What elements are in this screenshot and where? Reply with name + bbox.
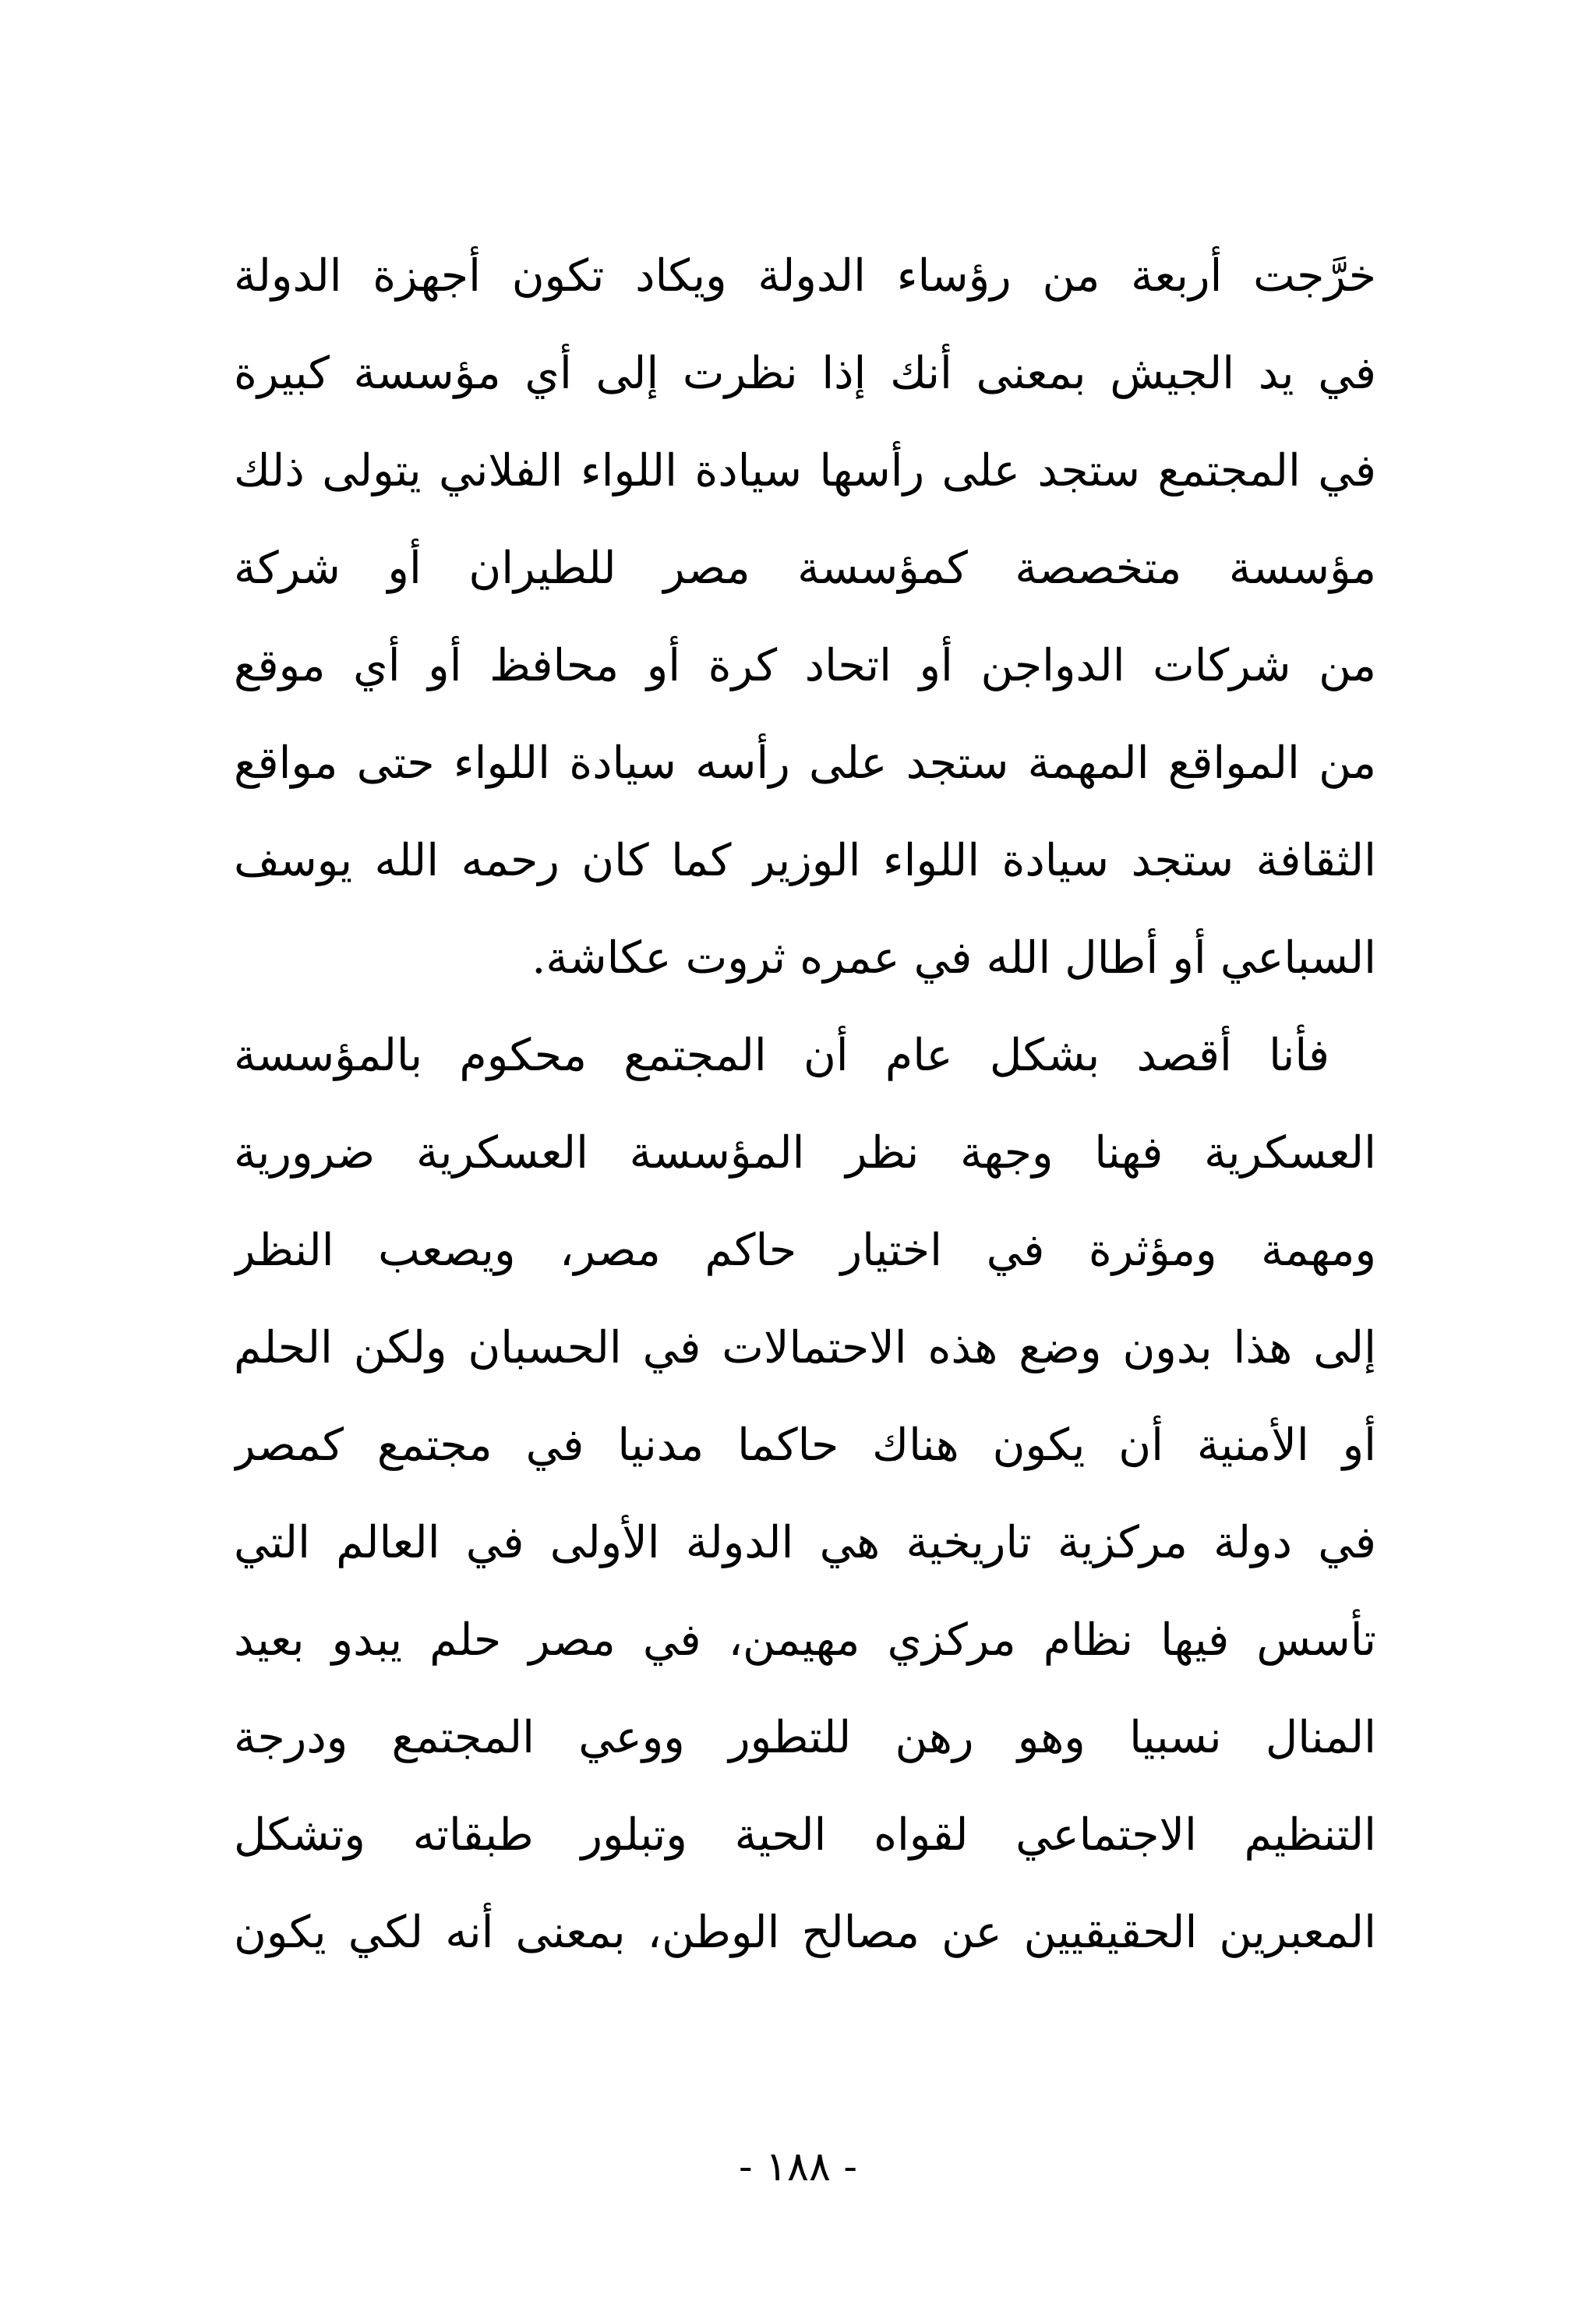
text-line: العسكرية فهنا وجهة نظر المؤسسة العسكرية ضرورية bbox=[234, 1127, 1376, 1179]
text-line: فأنا أقصد بشكل عام أن المجتمع محكوم بالمؤسسة bbox=[234, 1030, 1329, 1081]
text-line: من شركات الدواجن أو اتحاد كرة أو محافظ أو أي موقع bbox=[234, 640, 1376, 691]
text-line: أو الأمنية أن يكون هناك حاكما مدنيا في مجتمع كمصر bbox=[234, 1419, 1376, 1471]
text-line: مؤسسة متخصصة كمؤسسة مصر للطيران أو شركة bbox=[234, 543, 1376, 594]
text-line: ومهمة ومؤثرة في اختيار حاكم مصر، ويصعب النظر bbox=[234, 1225, 1376, 1276]
body-text bbox=[234, 228, 1376, 1982]
text-line: المنال نسبيا وهو رهن للتطور ووعي المجتمع ودرجة bbox=[234, 1712, 1376, 1763]
paragraph-1 bbox=[234, 228, 1376, 1007]
text-line: التنظيم الاجتماعي لقواه الحية وتبلور طبقاته وتشكل bbox=[234, 1809, 1376, 1861]
text-line: من المواقع المهمة ستجد على رأسه سيادة اللواء حتى مواقع bbox=[234, 737, 1376, 789]
text-line: إلى هذا بدون وضع هذه الاحتمالات في الحسبان ولكن الحلم bbox=[234, 1322, 1376, 1373]
text-line: المعبرين الحقيقيين عن مصالح الوطن، بمعنى أنه لكي يكون bbox=[234, 1907, 1376, 1958]
paragraph-2 bbox=[234, 1007, 1376, 1982]
text-line: خرَّجت أربعة من رؤساء الدولة ويكاد تكون أجهزة الدولة bbox=[234, 250, 1376, 302]
text-line: تأسس فيها نظام مركزي مهيمن، في مصر حلم يبدو بعيد bbox=[234, 1614, 1376, 1666]
text-line: في دولة مركزية تاريخية هي الدولة الأولى في العالم التي bbox=[234, 1517, 1376, 1568]
text-line: في يد الجيش بمعنى أنك إذا نظرت إلى أي مؤسسة كبيرة bbox=[234, 348, 1376, 399]
text-line: السباعي أو أطال الله في عمره ثروت عكاشة. bbox=[531, 932, 1376, 984]
page-number: - ١٨٨ - bbox=[738, 2144, 857, 2190]
text-line: الثقافة ستجد سيادة اللواء الوزير كما كان رحمه الله يوسف bbox=[234, 835, 1376, 886]
text-line: في المجتمع ستجد على رأسها سيادة اللواء الفلاني يتولى ذلك bbox=[234, 445, 1376, 497]
